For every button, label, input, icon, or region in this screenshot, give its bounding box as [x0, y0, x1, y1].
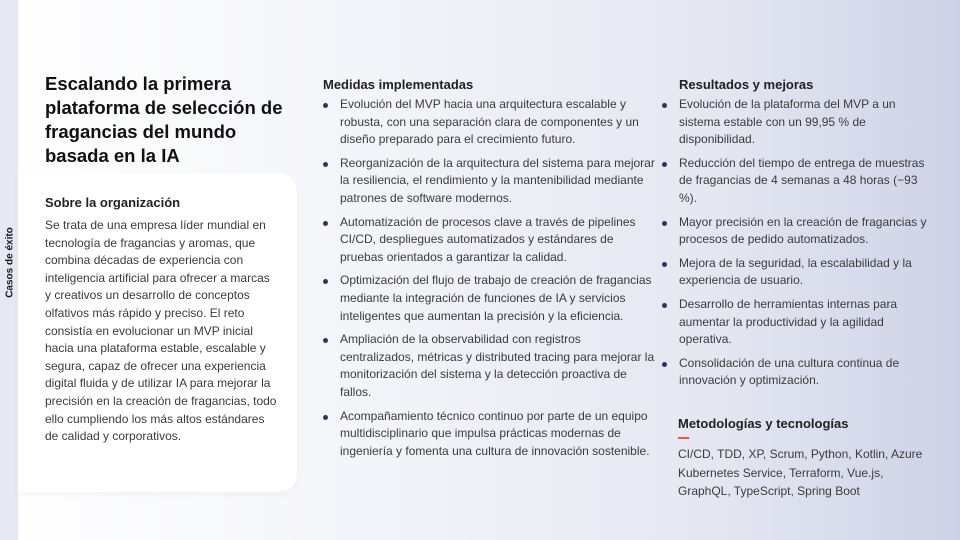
- bullet-icon: [662, 221, 667, 226]
- list-item: [323, 272, 658, 325]
- item-text: Mejora de la seguridad, la escalabilidad y la experiencia de usuario.: [679, 255, 912, 288]
- item-text: Mayor precisión en la creación de fragancias y procesos de pedido automatizados.: [679, 214, 927, 247]
- list-item: [323, 331, 658, 401]
- measures-section: [323, 77, 658, 466]
- item-text: Acompañamiento técnico continuo por parte de un equipo multidisciplinario que impulsa prácticas modernas de ingeniería y fomenta una cultura de innovación sostenible.: [340, 408, 650, 458]
- bullet-icon: [323, 415, 328, 420]
- accent-divider: [678, 437, 689, 439]
- bullet-icon: [323, 103, 328, 108]
- item-text: Evolución del MVP hacia una arquitectura escalable y robusta, con una separación clara de componentes y un diseño preparado para el crecimiento futuro.: [340, 97, 639, 147]
- side-strip: [0, 0, 18, 540]
- page-title: Escalando la primera plataforma de selección de fragancias del mundo basada en la IA: [45, 73, 283, 166]
- methods-text: CI/CD, TDD, XP, Scrum, Python, Kotlin, Azure Kubernetes Service, Terraform, Vue.js, GraphQL, TypeScript, Spring Boot: [678, 447, 923, 498]
- list-item: [323, 408, 658, 461]
- item-text: Reducción del tiempo de entrega de muestras de fragancias de 4 semanas a 48 horas (−93 %).: [679, 155, 925, 205]
- item-text: Optimización del flujo de trabajo de creación de fragancias mediante la integración de funciones de IA y servicios inteligentes que aumentan la precisión y la eficiencia.: [340, 273, 652, 323]
- bullet-icon: [323, 162, 328, 167]
- methods-heading: Metodologías y tecnologías: [678, 416, 849, 431]
- item-text: Automatización de procesos clave a través de pipelines CI/CD, despliegues automatizados y estándares de pruebas orientados a garantizar la calidad.: [340, 214, 636, 264]
- item-text: Desarrollo de herramientas internas para aumentar la productividad y la agilidad operativa.: [679, 296, 898, 347]
- results-heading: Resultados y mejoras: [679, 77, 814, 92]
- about-text: Se trata de una empresa líder mundial en tecnología de fragancias y aromas, que combina décadas de experiencia con inteligencia artificial para ofrecer a marcas y creativos un desarrollo de conceptos olfativos más rápido y preciso. El reto consistía en evolucionar un MVP inicial hacia una plataforma estable, escalable y segura, capaz de ofrecer una experiencia digital fluida y de utilizar IA para mejorar la precisión en la creación de fragancias, todo ello cumpliendo los más altos estándares de calidad y corporativos.: [45, 218, 277, 444]
- bullet-icon: [662, 103, 667, 108]
- list-item: [662, 296, 932, 349]
- list-item: [323, 214, 658, 267]
- results-section: [662, 77, 932, 396]
- bullet-icon: [323, 221, 328, 226]
- methods-section: [678, 416, 938, 501]
- list-item: [662, 155, 932, 208]
- list-item: [323, 96, 658, 149]
- bullet-icon: [662, 162, 667, 167]
- bullet-icon: [662, 362, 667, 367]
- bullet-icon: [662, 262, 667, 267]
- bullet-icon: [662, 303, 667, 308]
- section-label: Casos de éxito: [4, 227, 16, 298]
- about-heading: Sobre la organización: [45, 195, 181, 210]
- item-text: Reorganización de la arquitectura del sistema para mejorar la resiliencia, el rendimiento y la mantenibilidad mediante patrones de software modernos.: [340, 155, 655, 205]
- list-item: [323, 155, 658, 208]
- about-card: [18, 173, 297, 492]
- bullet-icon: [323, 279, 328, 284]
- list-item: [662, 96, 932, 149]
- measures-heading: Medidas implementadas: [323, 77, 474, 92]
- list-item: [662, 255, 932, 290]
- list-item: [662, 214, 932, 249]
- item-text: Ampliación de la observabilidad con registros centralizados, métricas y distributed tracing para mejorar la monitorización del sistema y la detección proactiva de fallos.: [340, 332, 655, 399]
- list-item: [662, 355, 932, 390]
- item-text: Evolución de la plataforma del MVP a un sistema estable con un 99,95 % de disponibilidad.: [679, 97, 896, 147]
- item-text: Consolidación de una cultura continua de innovación y optimización.: [679, 355, 900, 388]
- bullet-icon: [323, 338, 328, 343]
